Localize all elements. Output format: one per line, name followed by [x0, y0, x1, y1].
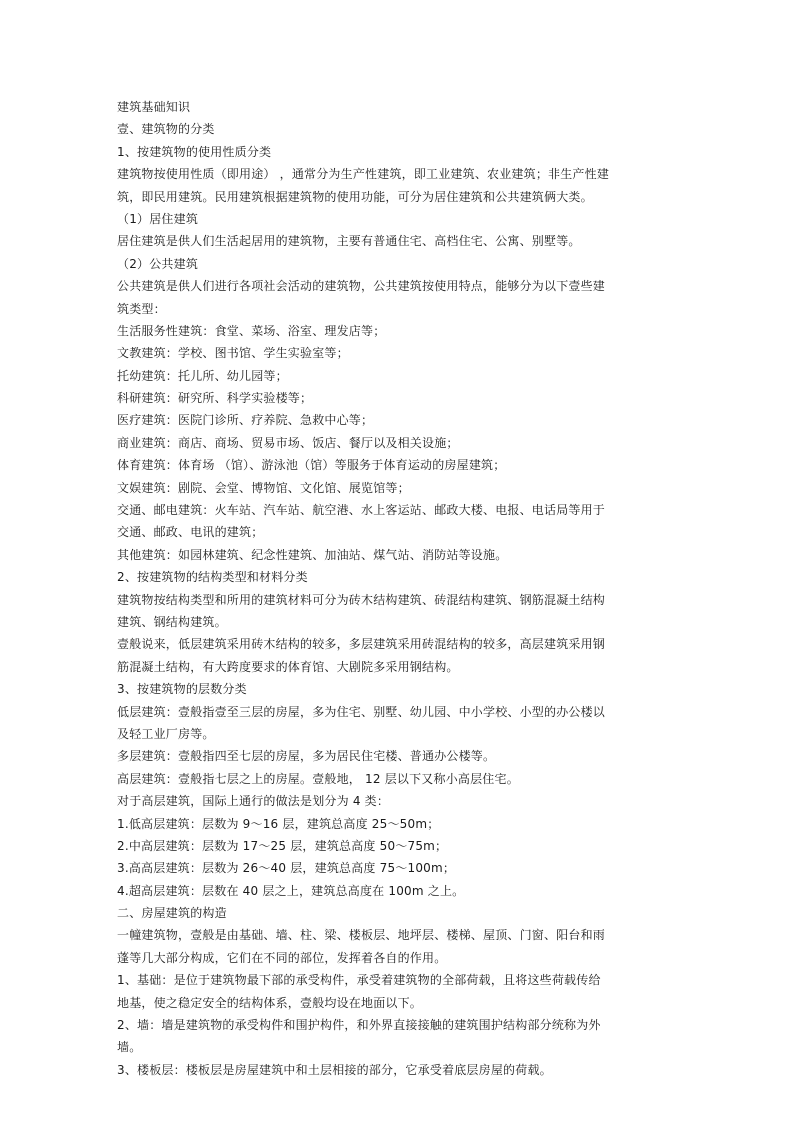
- paragraph-line: 壹般说来，低层建筑采用砖木结构的较多，多层建筑采用砖混结构的较多，高层建筑采用钢: [117, 637, 606, 652]
- list-item: 医疗建筑：医院门诊所、疗养院、急救中心等；: [117, 413, 374, 428]
- paragraph-line: 居住建筑是供人们生活起居用的建筑物，主要有普通住宅、高档住宅、公寓、别墅等。: [117, 234, 581, 249]
- list-item: 托幼建筑：托儿所、幼儿园等；: [117, 368, 288, 383]
- paragraph-line: 建筑物按使用性质（即用途） ，通常分为生产性建筑，即工业建筑、农业建筑；非生产性建: [117, 167, 610, 182]
- item-heading: （1）居住建筑: [117, 211, 199, 226]
- paragraph-line: 低层建筑：壹般指壹至三层的房屋，多为住宅、别墅、幼儿园、中小学校、小型的办公楼以: [117, 704, 606, 719]
- list-item: 体育建筑：体育场 （馆）、游泳池（馆）等服务于体育运动的房屋建筑；: [117, 458, 506, 473]
- paragraph-line: 地基，使之稳定安全的结构体系，壹般均设在地面以下。: [117, 995, 423, 1010]
- paragraph-line: 墙。: [117, 1040, 142, 1055]
- section-heading: 壹、建筑物的分类: [117, 122, 215, 137]
- list-item: 其他建筑：如园林建筑、纪念性建筑、加油站、煤气站、消防站等设施。: [117, 547, 508, 562]
- section-heading: 二、房屋建筑的构造: [117, 906, 227, 921]
- list-item: 3.高高层建筑：层数为 26～40 层，建筑总高度 75～100m；: [117, 861, 456, 876]
- list-item: 文教建筑：学校、图书馆、学生实验室等；: [117, 346, 349, 361]
- paragraph-line: 多层建筑：壹般指四至七层的房屋，多为居民住宅楼、普通办公楼等。: [117, 749, 496, 764]
- paragraph-line: 高层建筑：壹般指七层之上的房屋。壹般地， 12 层以下又称小高层住宅。: [117, 771, 519, 786]
- list-item: 4.超高层建筑：层数在 40 层之上，建筑总高度在 100m 之上。: [117, 883, 465, 898]
- document-title: 建筑基础知识: [117, 100, 191, 114]
- item-heading: （2）公共建筑: [117, 256, 199, 271]
- paragraph-line: 及轻工业厂房等。: [117, 726, 215, 741]
- paragraph-line: 筑类型：: [117, 301, 166, 316]
- paragraph-line: 1、基础：是位于建筑物最下部的承受构件，承受着建筑物的全部荷载，且将这些荷载传给: [117, 973, 601, 988]
- paragraph-line: 建筑、钢结构建筑。: [117, 614, 227, 629]
- list-item: 文娱建筑：剧院、会堂、博物馆、文化馆、展览馆等；: [117, 480, 410, 495]
- subsection-heading: 2、按建筑物的结构类型和材料分类: [117, 570, 308, 585]
- list-item: 生活服务性建筑：食堂、菜场、浴室、理发店等；: [117, 323, 386, 338]
- list-item: 科研建筑：研究所、科学实验楼等；: [117, 391, 313, 406]
- paragraph-line: 对于高层建筑，国际上通行的做法是划分为 4 类：: [117, 794, 390, 809]
- list-item: 1.低高层建筑：层数为 9～16 层，建筑总高度 25～50m；: [117, 816, 440, 831]
- paragraph-line: 一幢建筑物，壹般是由基础、墙、柱、梁、楼板层、地坪层、楼梯、屋顶、门窗、阳台和雨: [117, 928, 606, 943]
- paragraph-line: 3、楼板层：楼板层是房屋建筑中和土层相接的部分，它承受着底层房屋的荷载。: [117, 1062, 552, 1077]
- paragraph-line: 公共建筑是供人们进行各项社会活动的建筑物，公共建筑按使用特点，能够分为以下壹些建: [117, 279, 606, 294]
- list-item: 交通、邮政、电讯的建筑；: [117, 525, 264, 540]
- list-item: 商业建筑：商店、商场、贸易市场、饭店、餐厅以及相关设施；: [117, 435, 459, 450]
- paragraph-line: 建筑物按结构类型和所用的建筑材料可分为砖木结构建筑、砖混结构建筑、钢筋混凝土结构: [117, 592, 606, 607]
- paragraph-line: 蓬等几大部分构成，它们在不同的部位，发挥着各自的作用。: [117, 950, 447, 965]
- paragraph-line: 2、墙：墙是建筑物的承受构件和围护构件，和外界直接接触的建筑围护结构部分统称为外: [117, 1018, 601, 1033]
- subsection-heading: 3、按建筑物的层数分类: [117, 682, 247, 697]
- paragraph-line: 筑，即民用建筑。民用建筑根据建筑物的使用功能，可分为居住建筑和公共建筑俩大类。: [117, 189, 593, 204]
- paragraph-line: 筋混凝土结构，有大跨度要求的体育馆、大剧院多采用钢结构。: [117, 659, 459, 674]
- subsection-heading: 1、按建筑物的使用性质分类: [117, 144, 272, 159]
- list-item: 交通、邮电建筑：火车站、汽车站、航空港、水上客运站、邮政大楼、电报、电话局等用于: [117, 503, 606, 518]
- document-body: [117, 96, 677, 1081]
- list-item: 2.中高层建筑：层数为 17～25 层，建筑总高度 50～75m；: [117, 838, 448, 853]
